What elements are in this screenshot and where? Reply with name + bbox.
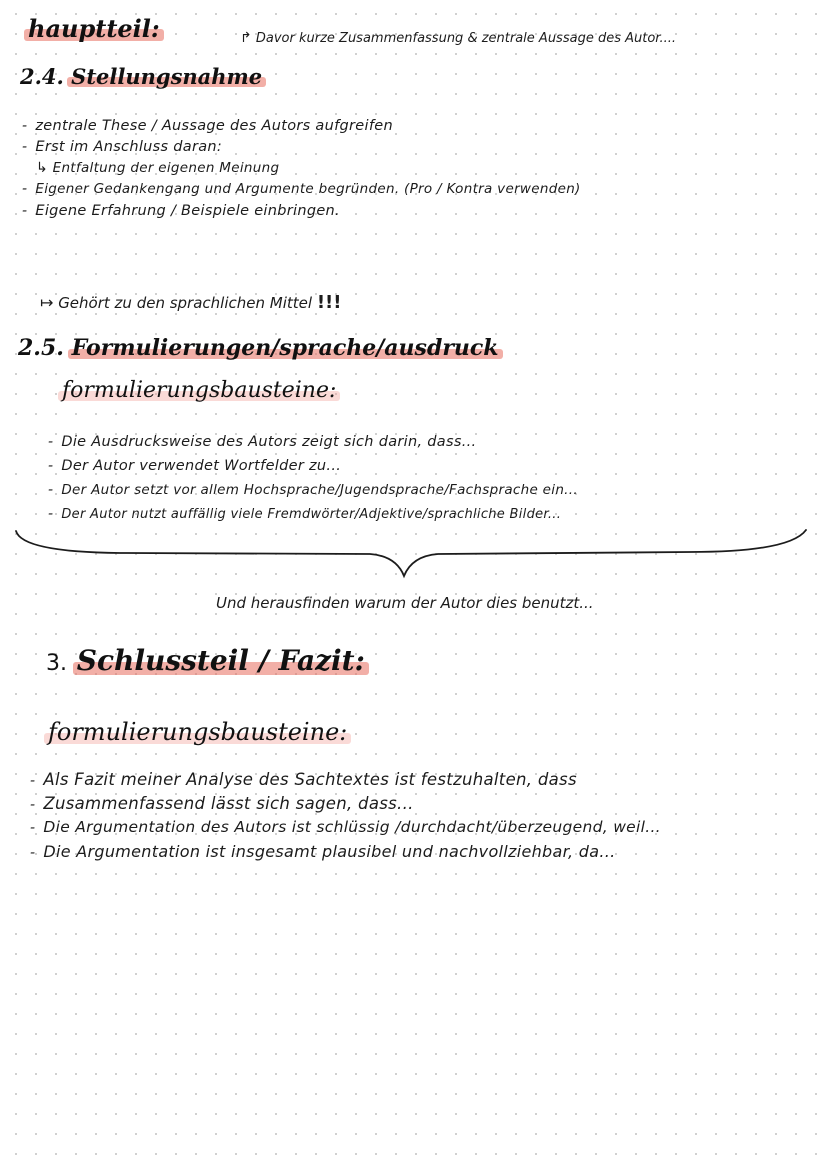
section-3-title: Schlussteil / Fazit: — [76, 644, 365, 677]
main-section-note: ↱ Davor kurze Zusammenfassung & zentrale Aussage des Autor.... — [240, 30, 676, 46]
list-item-sub: ↳ Entfaltung der eigenen Meinung — [36, 160, 280, 176]
section-2-4-title: Stellungsnahme — [71, 64, 263, 89]
section-2-5-title: Formulierungen/sprache/ausdruck — [71, 335, 499, 361]
main-section-title: hauptteil: — [28, 14, 160, 43]
list-item: - Die Argumentation des Autors ist schlüssig /durchdacht/überzeugend, weil... — [30, 818, 661, 836]
list-item: - zentrale These / Aussage des Autors aufgreifen — [22, 118, 393, 134]
list-item: - Eigene Erfahrung / Beispiele einbringen. — [22, 203, 340, 219]
section-2-5-note: ↦ Gehört zu den sprachlichen Mittel !!! — [40, 292, 342, 313]
brace-note: Und herausfinden warum der Autor dies benutzt... — [216, 594, 594, 612]
list-item: - Der Autor nutzt auffällig viele Fremdwörter/Adjektive/sprachliche Bilder... — [48, 506, 562, 522]
note-arrow-icon: ↦ — [40, 293, 54, 312]
section-2-5-subheading: formulierungsbausteine: — [62, 378, 337, 403]
list-item: - Der Autor setzt vor allem Hochsprache/Jugendsprache/Fachsprache ein... — [48, 482, 578, 498]
section-3-number: 3. — [46, 651, 67, 676]
note-arrow-icon: ↱ — [240, 30, 252, 46]
section-2-4-number: 2.4. — [20, 64, 64, 89]
list-item: - Die Ausdrucksweise des Autors zeigt sich darin, dass... — [48, 434, 477, 450]
list-item: - Als Fazit meiner Analyse des Sachtextes ist festzuhalten, dass — [30, 770, 577, 789]
list-item: - Die Argumentation ist insgesamt plausibel und nachvollziehbar, da... — [30, 842, 616, 861]
list-item: - Der Autor verwendet Wortfelder zu... — [48, 458, 342, 474]
list-item: - Zusammenfassend lässt sich sagen, dass... — [30, 794, 414, 813]
list-item: - Eigener Gedankengang und Argumente begründen. (Pro / Kontra verwenden) — [22, 181, 581, 197]
section-2-5-number: 2.5. — [18, 335, 64, 361]
sub-arrow-icon: ↳ — [36, 160, 49, 176]
list-item: - Erst im Anschluss daran: — [22, 139, 223, 155]
section-3-heading — [46, 644, 365, 677]
exclamation-marks: !!! — [316, 292, 342, 313]
section-3-subheading: formulierungsbausteine: — [48, 718, 348, 746]
